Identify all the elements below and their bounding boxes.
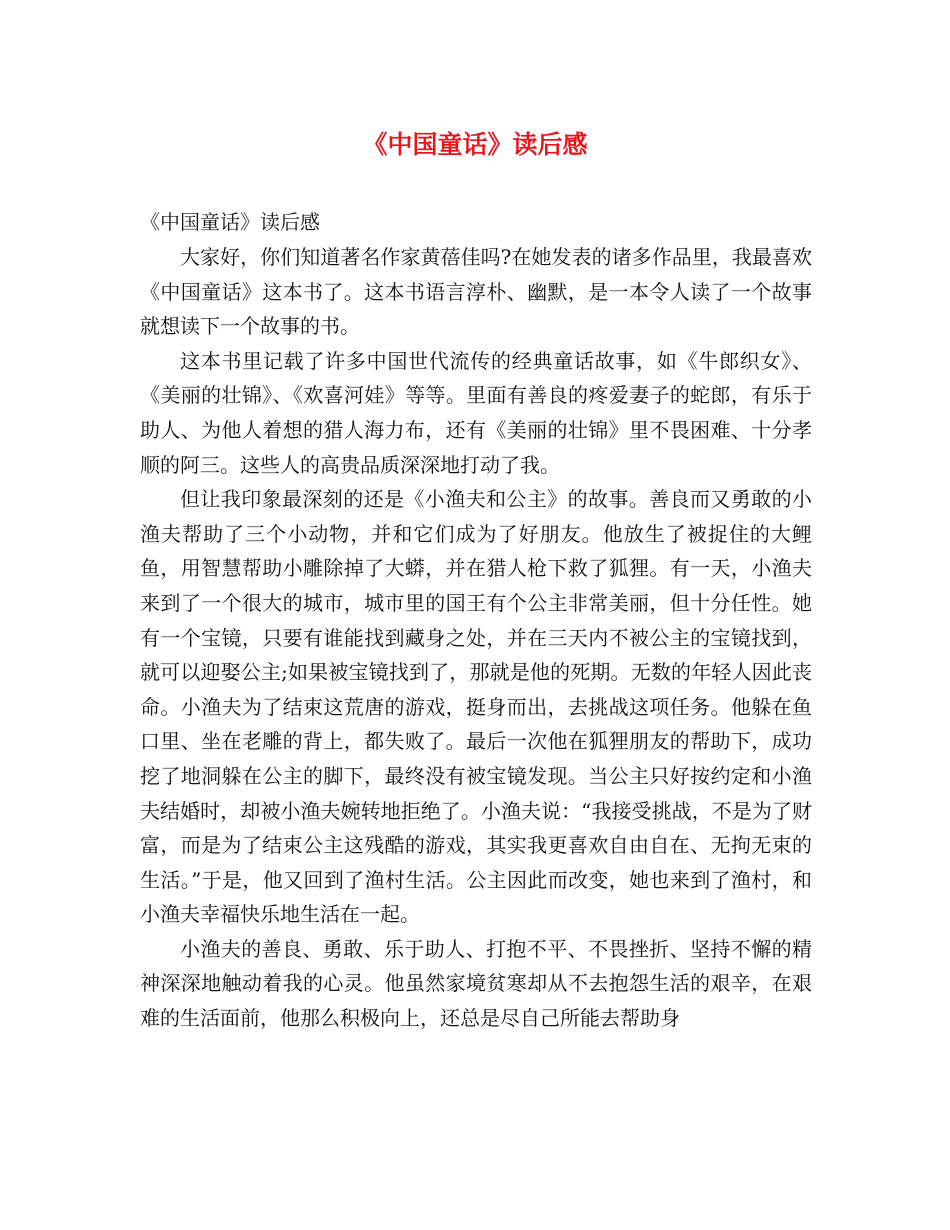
paragraph-3: 但让我印象最深刻的还是《小渔夫和公主》的故事。善良而又勇敢的小渔夫帮助了三个小动物，并和它们成为了好朋友。他放生了被捉住的大鲤鱼，用智慧帮助小雕除掉了大蟒，并在猎人枪下救了狐狸。有一天，小渔夫来到了一个很大的城市，城市里的国王有个公主非常美丽，但十分任性。她有一个宝镜，只要有谁能找到藏身之处，并在三天内不被公主的宝镜找到，就可以迎娶公主;如果被宝镜找到了，那就是他的死期。无数的年轻人因此丧命。小渔夫为了结束这荒唐的游戏，挺身而出，去挑战这项任务。他躲在鱼口里、坐在老雕的背上，都失败了。最后一次他在狐狸朋友的帮助下，成功挖了地洞躲在公主的脚下，最终没有被宝镜发现。当公主只好按约定和小渔夫结婚时，却被小渔夫婉转地拒绝了。小渔夫说：“我接受挑战，不是为了财富，而是为了结束公主这残酷的游戏，其实我更喜欢自由自在、无拘无束的生活。”于是，他又回到了渔村生活。公主因此而改变，她也来到了渔村，和小渔夫幸福快乐地生活在一起。 [140,487,812,927]
paragraph-2: 这本书里记载了许多中国世代流传的经典童话故事，如《牛郎织女》、《美丽的壮锦》、《欢喜河娃》等等。里面有善良的疼爱妻子的蛇郎，有乐于助人、为他人着想的猎人海力布，还有《美丽的壮锦》里不畏困难、十分孝顺的阿三。这些人的高贵品质深深地打动了我。 [140,348,812,477]
document-body [140,240,812,1036]
document-title: 《中国童话》读后感 [362,130,588,159]
paragraph-4: 小渔夫的善良、勇敢、乐于助人、打抱不平、不畏挫折、坚持不懈的精神深深地触动着我的心灵。他虽然家境贫寒却从不去抱怨生活的艰辛，在艰难的生活面前，他那么积极向上，还总是尽自己所能去帮助身 [140,936,812,1031]
document-subtitle: 《中国童话》读后感 [140,210,320,234]
paragraph-1: 大家好，你们知道著名作家黄蓓佳吗?在她发表的诸多作品里，我最喜欢《中国童话》这本书了。这本书语言淳朴、幽默，是一本令人读了一个故事就想读下一个故事的书。 [140,245,812,339]
